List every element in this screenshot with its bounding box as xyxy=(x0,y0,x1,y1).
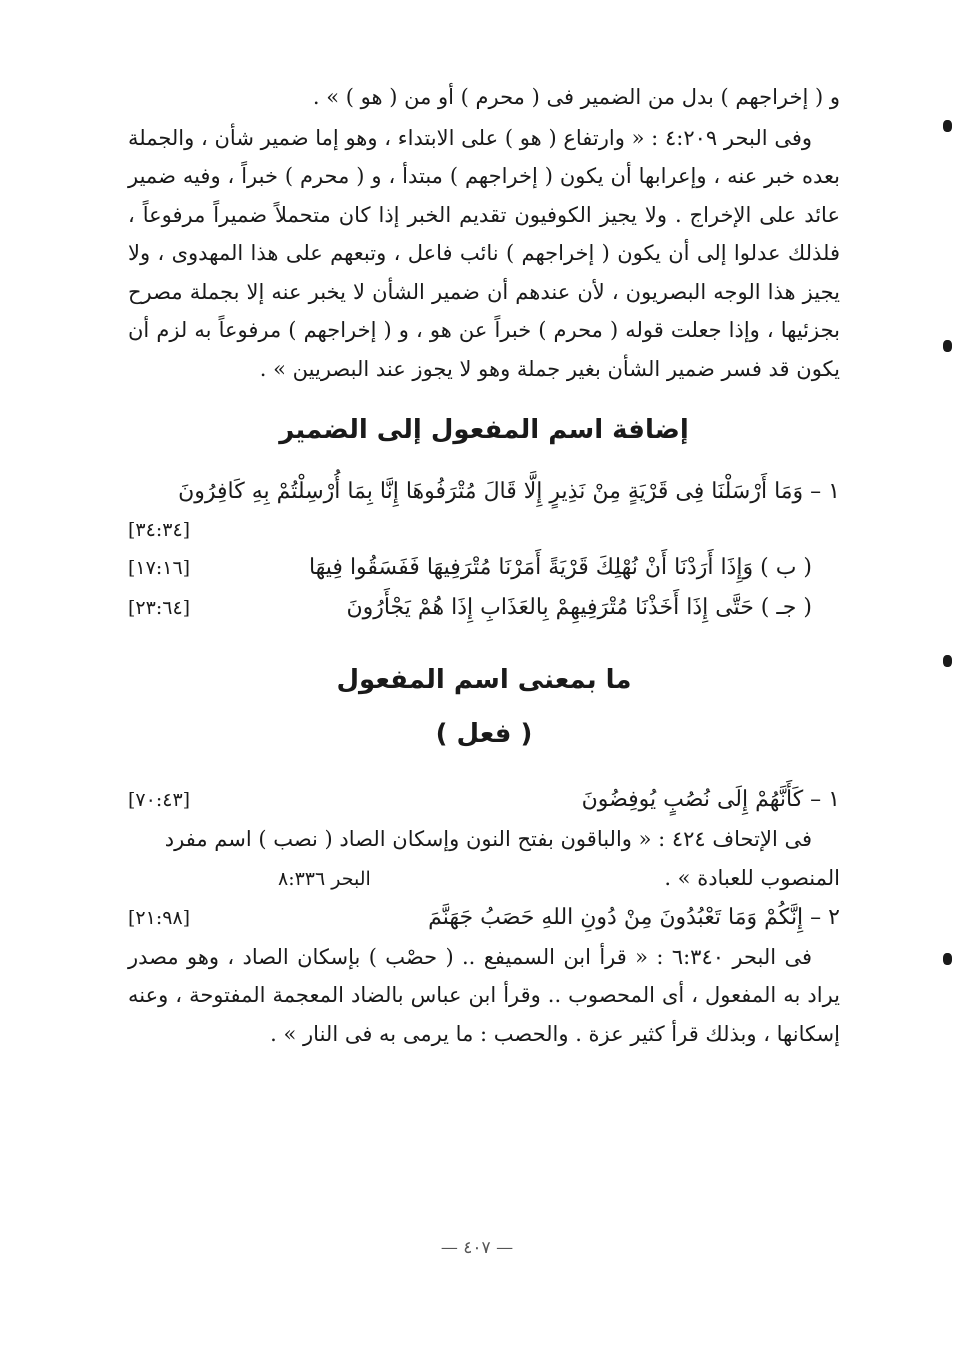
verse-3-line xyxy=(128,588,840,628)
verse-2-ref: [١٧:١٦] xyxy=(128,557,191,579)
scan-edge-mark xyxy=(943,655,952,667)
verse-1-ref: [٣٤:٣٤] xyxy=(128,519,191,541)
note-1-line1: فى الإتحاف ٤٢٤ : « والباقون بفتح النون وإسكان الصاد ( نصب ) اسم مفرد xyxy=(164,827,812,851)
page-content xyxy=(128,78,840,1053)
note-1-line2-row xyxy=(128,859,840,898)
verse-5-line xyxy=(128,898,840,938)
verse-4-line xyxy=(128,780,840,820)
verse-block-1 xyxy=(128,472,840,548)
scan-edge-mark xyxy=(943,953,952,965)
verse-2-line xyxy=(128,548,840,588)
section-heading-1: إضافة اسم المفعول إلى الضمير xyxy=(279,415,689,445)
verse-3-ref: [٢٣:٦٤] xyxy=(128,597,191,619)
note-2: فى البحر ٦:٣٤٠ : « قرأ ابن السميفع .. ( حصْب ) بإسكان الصاد ، وهو مصدر يراد به المفعول ، أى المحصوب .. وقرأ ابن عباس بالضاد المعجمة المفتوحة ، وعنه إسكانها ، وبذلك قرأ كثير عزة . والحصب : ما يرمى به فى النار » . xyxy=(128,944,840,1046)
verse-2-text: ( ب ) وَإِذَا أَرَدْنَا أَنْ نُهْلِكَ قَرْيَةً أَمَرْنَا مُتْرَفِيهَا فَفَسَقُوا فِيهَا xyxy=(308,555,812,580)
page-number: — ٤٠٧ — xyxy=(440,1238,514,1258)
verse-4-text: ١ – كَأَنَّهُمْ إِلَى نُصُبٍ يُوفِضُونَ xyxy=(581,787,840,812)
top-paragraph-body: وفى البحر ٤:٢٠٩ : « وارتفاع ( هو ) على الابتداء ، وهو إما ضمير شأن ، والجملة بعده خبر عنه ، وإعرابها أن يكون ( إخراجهم ) مبتدأ ، و ( محرم ) خبراً ، وفيه ضمير عائد على الإخراج . ولا يجيز الكوفيون تقديم الخبر إذا كان متحملاً ضميراً مرفوعاً ، فلذلك عدلوا إلى أن يكون ( إخراجهم ) نائب فاعل ، وتبعهم على هذا المهدوى ، ولا يجيز هذا الوجه البصريون ، لأن عندهم أن ضمير الشأن لا يخبر عنه إلا بجملة مصرح بجزئيها ، وإذا جعلت قوله ( محرم ) خبراً عن هو ، و ( إخراجهم ) مرفوعاً به لزم أن يكون قد فسر ضمير الشأن بغير جملة وهو لا يجوز عند البصريين » . xyxy=(128,125,840,381)
verse-1-line xyxy=(128,472,840,512)
verse-5-text: ٢ – إِنَّكُمْ وَمَا تَعْبُدُونَ مِنْ دُونِ اللهِ حَصَبُ جَهَنَّمَ xyxy=(428,904,840,930)
verse-5-ref: [٢١:٩٨] xyxy=(128,906,191,929)
scan-edge-mark xyxy=(943,340,952,352)
verse-4-ref: [٧٠:٤٣] xyxy=(128,789,191,811)
verse-1-text: ١ – وَمَا أَرْسَلْنَا فِى قَرْيَةٍ مِنْ نَذِيرٍ إِلَّا قَالَ مُتْرَفُوهَا إِنَّا بِمَا أُرْسِلْتُمْ بِهِ كَافِرُونَ xyxy=(178,479,840,504)
note-1-line2: المنصوب للعبادة » . xyxy=(664,865,840,890)
scan-edge-mark xyxy=(943,120,952,132)
section-subheading-2: ( فعل ) xyxy=(435,719,533,749)
top-paragraph-line1: و ( إخراجهم ) بدل من الضمير فى ( محرم ) أو من ( هو ) » . xyxy=(312,85,840,109)
section-heading-2: ما بمعنى اسم المفعول xyxy=(336,665,632,695)
note-1-source: البحر ٨:٣٣٦ xyxy=(278,867,371,890)
verse-3-text: ( جـ ) حَتَّى إِذَا أَخَذْنَا مُتْرَفِيهِمْ بِالعَذَابِ إِذَا هُمْ يَجْأَرُونَ xyxy=(346,595,812,620)
